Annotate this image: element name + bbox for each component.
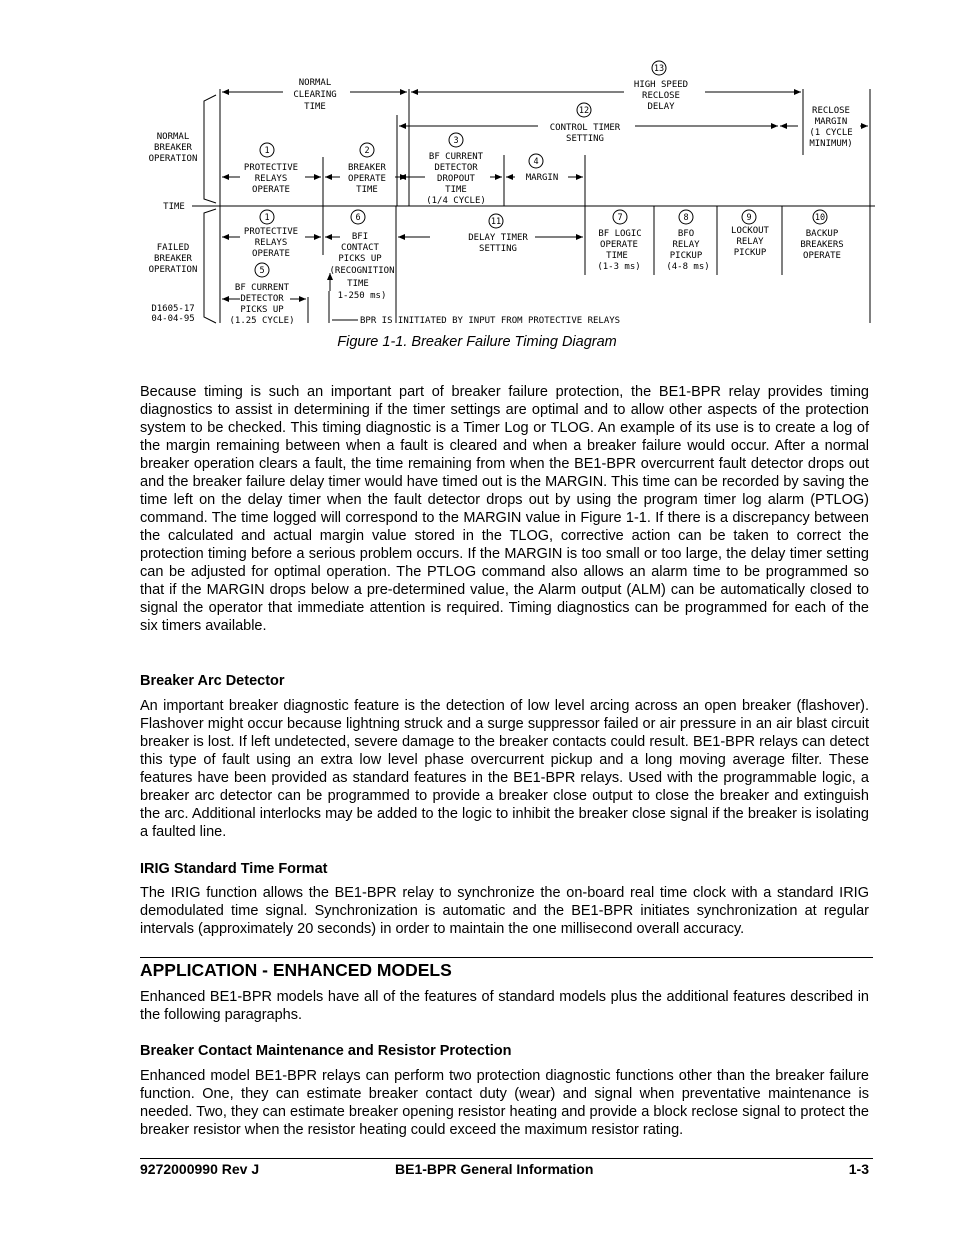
delay-timer-1: DELAY TIMER [468,233,528,243]
backup-1: BACKUP [805,229,839,239]
failed-label-2: BREAKER [154,254,192,264]
irig-heading: IRIG Standard Time Format [140,861,328,877]
arc-detector-paragraph: An important breaker diagnostic feature is the detection of low level arcing across an open breaker (flashover). Flashover might occur because lightning struck and a surge suppressor failed or air pressure in an air blast circuit breaker is lost. If left undetected, severe damage to the breaker contacts could result. BE1-BPR relays can detect this type of fault using an extra low level phase overcurrent pickup and a long moving average filter. These features have been provided as standard features in the BE1-BPR relays. Used with the programmable logic, a breaker arc detector can be programmed to provide a breaker close output to close the breaker and extinguish the arc. Additional interlocks may be added to the logic to inhibit the breaker close signal if the breaker is isolating a faulted line. [140,698,869,840]
contact-maintenance-paragraph: Enhanced model BE1-BPR relays can perform two protection diagnostic functions other than the breaker failure function. One, they can estimate breaker contact duty (wear) and signal when preventative maintenance is needed. Two, they can estimate breaker opening resistor heating and provide a block reclose signal to protect the breaker resistor when the resistor heating could exceed the maximum resistor rating. [140,1068,869,1138]
failed-label-1: FAILED [156,243,190,253]
normal-clearing-3: TIME [304,102,326,112]
irig-paragraph: The IRIG function allows the BE1-BPR relay to synchronize the on-board real time clock with a standard IRIG demodulated time signal. Synchronization is automatic and the BE1-BPR initiates synchronization at regular intervals (approximately 20 seconds) in order to maintain the one millisecond overall accuracy. [140,885,869,937]
drawing-id-2: 04-04-95 [151,314,195,324]
bfi-5: TIME [347,279,369,289]
bfi-2: CONTACT [341,243,379,253]
margin-label: MARGIN [525,173,559,183]
normal-label-2: BREAKER [154,143,192,153]
failed-bracket [204,209,216,323]
intro-paragraph: Because timing is such an important part of breaker failure protection, the BE1-BPR relay provides timing diagnostics to assist in determining if the timer settings are optimal and to allow other aspects of the protection system to be checked. This timing diagnostic is a Timer Log or TLOG. An example of its use is to create a log of the margin remaining between when a fault is cleared and when a breaker failure would occur. After a normal breaker operation clears a fault, the time remaining from when the BE1-BPR overcurrent fault detector drops out and the breaker failure delay timer would have timed out is the MARGIN. This time can be recorded by saving the time left on the delay timer when the fault detector drops out by using the program timer log alarm (PTLOG) command. The time logged will correspond to the MARGIN value in Figure 1-1. If there is a discrepancy between the calculated and actual margin value stored in the TLOG, corrective action can be taken to correct the protection timing before a serious problem occurs. If the MARGIN is too small or too large, the delay timer setting can be adjusted for optimal operation. The PTLOG command also allows an alarm time to be programmed so that if the MARGIN drops below a pre-determined value, the Alarm output (ALM) can be automatically closed to signal the operator that immediate attention is required. Timing diagnostics can be programmed for each of the six timers available. [140,384,869,634]
figure-caption: Figure 1-1. Breaker Failure Timing Diagram [337,334,617,350]
bf-pickup-1: BF CURRENT [234,283,290,293]
footer-doc-number: 9272000990 Rev J [140,1161,260,1177]
bfo-1: BFO [677,229,695,239]
bpr-initiated-note: BPR IS INITIATED BY INPUT FROM PROTECTIVE RELAYS [360,316,621,326]
footer-page-number: 1-3 [848,1161,869,1177]
timing-diagram-svg [140,55,875,327]
lockout-2: RELAY [736,237,764,247]
normal-label-3: OPERATION [148,154,198,164]
bf-dropout-1: BF CURRENT [428,152,484,162]
footer-divider [140,1158,873,1159]
contact-maintenance-heading: Breaker Contact Maintenance and Resistor Protection [140,1043,512,1059]
lockout-1: LOCKOUT [731,226,769,236]
control-timer-2: SETTING [566,134,604,144]
control-timer-1: CONTROL TIMER [549,123,621,133]
arc-detector-heading: Breaker Arc Detector [140,673,285,689]
callout-6-number: 6 [355,213,361,223]
normal-bracket [204,95,216,203]
bf-dropout-2: DETECTOR [434,163,478,173]
bottom-protective-1: PROTECTIVE [243,227,299,237]
normal-clearing-1: NORMAL [298,78,332,88]
bf-dropout-5: (1/4 CYCLE) [426,196,486,206]
bottom-protective-2: RELAYS [254,238,288,248]
failed-label-3: OPERATION [148,265,198,275]
breaker-operate-3: TIME [356,185,378,195]
top-protective-3: OPERATE [252,185,290,195]
time-axis-label: TIME [163,202,185,212]
callout-7-number: 7 [617,213,623,223]
high-speed-2: RECLOSE [642,91,680,101]
callout-10-number: 10 [814,213,826,223]
callout-1-bottom-number: 1 [264,213,270,223]
normal-clearing-2: CLEARING [293,90,337,100]
section-divider [140,957,873,958]
callout-13-number: 13 [653,64,665,74]
normal-label-1: NORMAL [156,132,190,142]
bf-dropout-3: DROPOUT [437,174,475,184]
bf-logic-1: BF LOGIC [598,229,642,239]
top-protective-2: RELAYS [254,174,288,184]
bfi-4: (RECOGNITION [329,266,395,276]
callout-8-number: 8 [683,213,689,223]
section-title: APPLICATION - ENHANCED MODELS [140,960,452,980]
normal-operation-label [149,132,198,164]
reclose-margin-1: RECLOSE [812,106,850,116]
bfi-3: PICKS UP [338,254,382,264]
bf-logic-4: (1-3 ms) [597,262,641,272]
callout-2-number: 2 [364,146,370,156]
callout-3-number: 3 [453,136,459,146]
bf-pickup-4: (1.25 CYCLE) [229,316,295,326]
reclose-margin-4: MINIMUM) [809,139,853,149]
bf-logic-3: TIME [606,251,628,261]
breaker-operate-2: OPERATE [348,174,386,184]
top-protective-1: PROTECTIVE [243,163,299,173]
callout-12-number: 12 [578,106,590,116]
high-speed-1: HIGH SPEED [633,80,689,90]
bfo-4: (4-8 ms) [666,262,710,272]
backup-3: OPERATE [803,251,841,261]
callout-1-top-number: 1 [264,146,270,156]
bf-logic-2: OPERATE [600,240,638,250]
high-speed-3: DELAY [647,102,675,112]
callout-11-number: 11 [490,217,502,227]
bf-pickup-2: DETECTOR [240,294,284,304]
bfo-2: RELAY [672,240,700,250]
enhanced-paragraph: Enhanced BE1-BPR models have all of the features of standard models plus the additional features described in the following paragraphs. [140,989,869,1023]
reclose-margin-2: MARGIN [814,117,848,127]
bf-pickup-3: PICKS UP [240,305,284,315]
bottom-protective-3: OPERATE [252,249,290,259]
drawing-id-1: D1605-17 [151,304,195,314]
bfo-3: PICKUP [669,251,703,261]
bf-dropout-4: TIME [445,185,467,195]
bfi-6: 1-250 ms) [337,291,387,301]
callout-9-number: 9 [746,213,752,223]
breaker-operate-1: BREAKER [348,163,386,173]
bfi-1: BFI [351,232,369,242]
callout-5-number: 5 [259,266,265,276]
footer-doc-title: BE1-BPR General Information [395,1161,594,1177]
delay-timer-2: SETTING [479,244,517,254]
failed-operation-label [149,243,198,275]
backup-2: BREAKERS [800,240,844,250]
callout-4-number: 4 [533,157,539,167]
timing-diagram [140,55,875,327]
lockout-3: PICKUP [733,248,767,258]
reclose-margin-3: (1 CYCLE [809,128,853,138]
